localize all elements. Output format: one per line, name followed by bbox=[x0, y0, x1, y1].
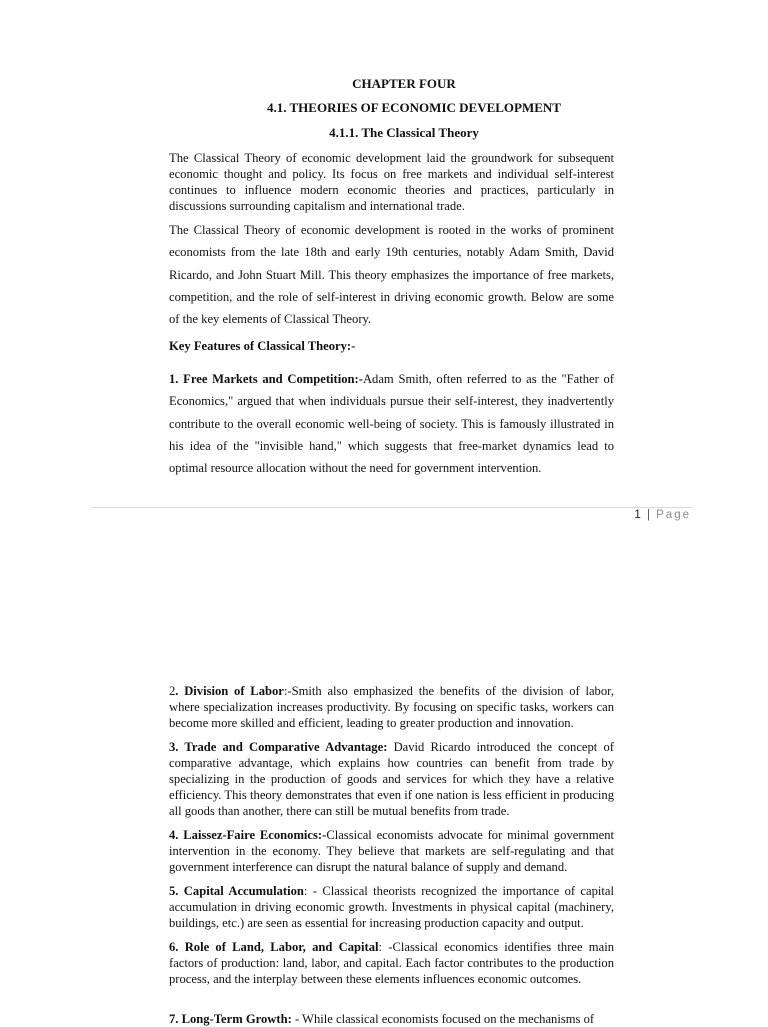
feature-item-4-title: 4. Laissez-Faire Economics:- bbox=[169, 828, 327, 842]
key-features-heading: Key Features of Classical Theory:- bbox=[169, 339, 356, 353]
feature-item-3 bbox=[169, 739, 614, 819]
feature-item-1-text: Adam Smith, often referred to as the "Father of Economics," argued that when individuals pursue their self-interest, they inadvertently contribute to the overall economic well-being of society. This is famously illustrated in his idea of the "invisible hand," which suggests that free-market dynamics lead to optimal resource allocation without the need for government intervention. bbox=[169, 372, 615, 476]
section-heading: 4.1. THEORIES OF ECONOMIC DEVELOPMENT bbox=[267, 100, 561, 115]
subsection-heading: 4.1.1. The Classical Theory bbox=[329, 125, 479, 140]
feature-item-2-number: 2 bbox=[169, 684, 176, 698]
document-page-2 bbox=[0, 530, 768, 1024]
feature-item-4-text: Classical economists advocate for minimal government intervention in the economy. They believe that markets are self-regulating and that government interference can disrupt the natural balance of supply and demand. bbox=[169, 828, 614, 874]
feature-item-4 bbox=[169, 827, 614, 875]
feature-item-5-title: 5. Capital Accumulation bbox=[169, 884, 304, 898]
feature-item-2-text: :-Smith also emphasized the benefits of the division of labor, where specialization increases productivity. By focusing on specific tasks, workers can become more skilled and efficient, leading to greater production and innovation. bbox=[169, 684, 614, 730]
feature-item-5-text: : - Classical theorists recognized the importance of capital accumulation in driving economic growth. Investments in physical capital (machinery, buildings, etc.) are seen as essential for increasing production capacity and output. bbox=[169, 884, 614, 930]
page-number-footer bbox=[634, 509, 691, 521]
feature-item-7-title: 7. Long-Term Growth: bbox=[169, 1012, 292, 1026]
feature-item-7-text: - While classical economists focused on the mechanisms of bbox=[291, 1012, 595, 1026]
page-number-separator: | bbox=[646, 509, 651, 521]
feature-item-2-title: . Division of Labor bbox=[175, 684, 284, 698]
page-number: 1 bbox=[634, 509, 642, 521]
feature-item-1-title: 1. Free Markets and Competition:- bbox=[169, 372, 363, 386]
intro-paragraph: The Classical Theory of economic development laid the groundwork for subsequent economic thought and policy. Its focus on free markets and individual self-interest continues to influence modern economic theories and practices, particularly in discussions surrounding capitalism and international trade. bbox=[169, 151, 614, 213]
feature-item-5 bbox=[169, 883, 614, 931]
chapter-heading: CHAPTER FOUR bbox=[352, 76, 456, 91]
page-footer-divider bbox=[92, 507, 692, 508]
page-label: Page bbox=[656, 509, 691, 521]
feature-item-1 bbox=[169, 368, 614, 479]
feature-item-6-title: 6. Role of Land, Labor, and Capital bbox=[169, 940, 379, 954]
feature-item-7 bbox=[169, 1011, 614, 1027]
feature-item-6 bbox=[169, 939, 614, 987]
feature-item-2 bbox=[169, 683, 614, 731]
feature-item-6-text: : -Classical economics identifies three main factors of production: land, labor, and capital. Each factor contributes to the production process, and the interplay between these elements influences economic outcomes. bbox=[169, 940, 614, 986]
origins-paragraph: The Classical Theory of economic development is rooted in the works of prominent economists from the late 18th and early 19th centuries, notably Adam Smith, David Ricardo, and John Stuart Mill. This theory emphasizes the importance of free markets, competition, and the role of self-interest in driving economic growth. Below are some of the key elements of Classical Theory. bbox=[169, 223, 614, 327]
feature-item-3-title: 3. Trade and Comparative Advantage: bbox=[169, 740, 388, 754]
feature-item-3-text: David Ricardo introduced the concept of comparative advantage, which explains how countries can benefit from trade by specializing in the production of goods and services for which they have a relative efficiency. This theory demonstrates that even if one nation is less efficient in producing all goods than another, there can still be mutual benefits from trade. bbox=[169, 740, 614, 818]
